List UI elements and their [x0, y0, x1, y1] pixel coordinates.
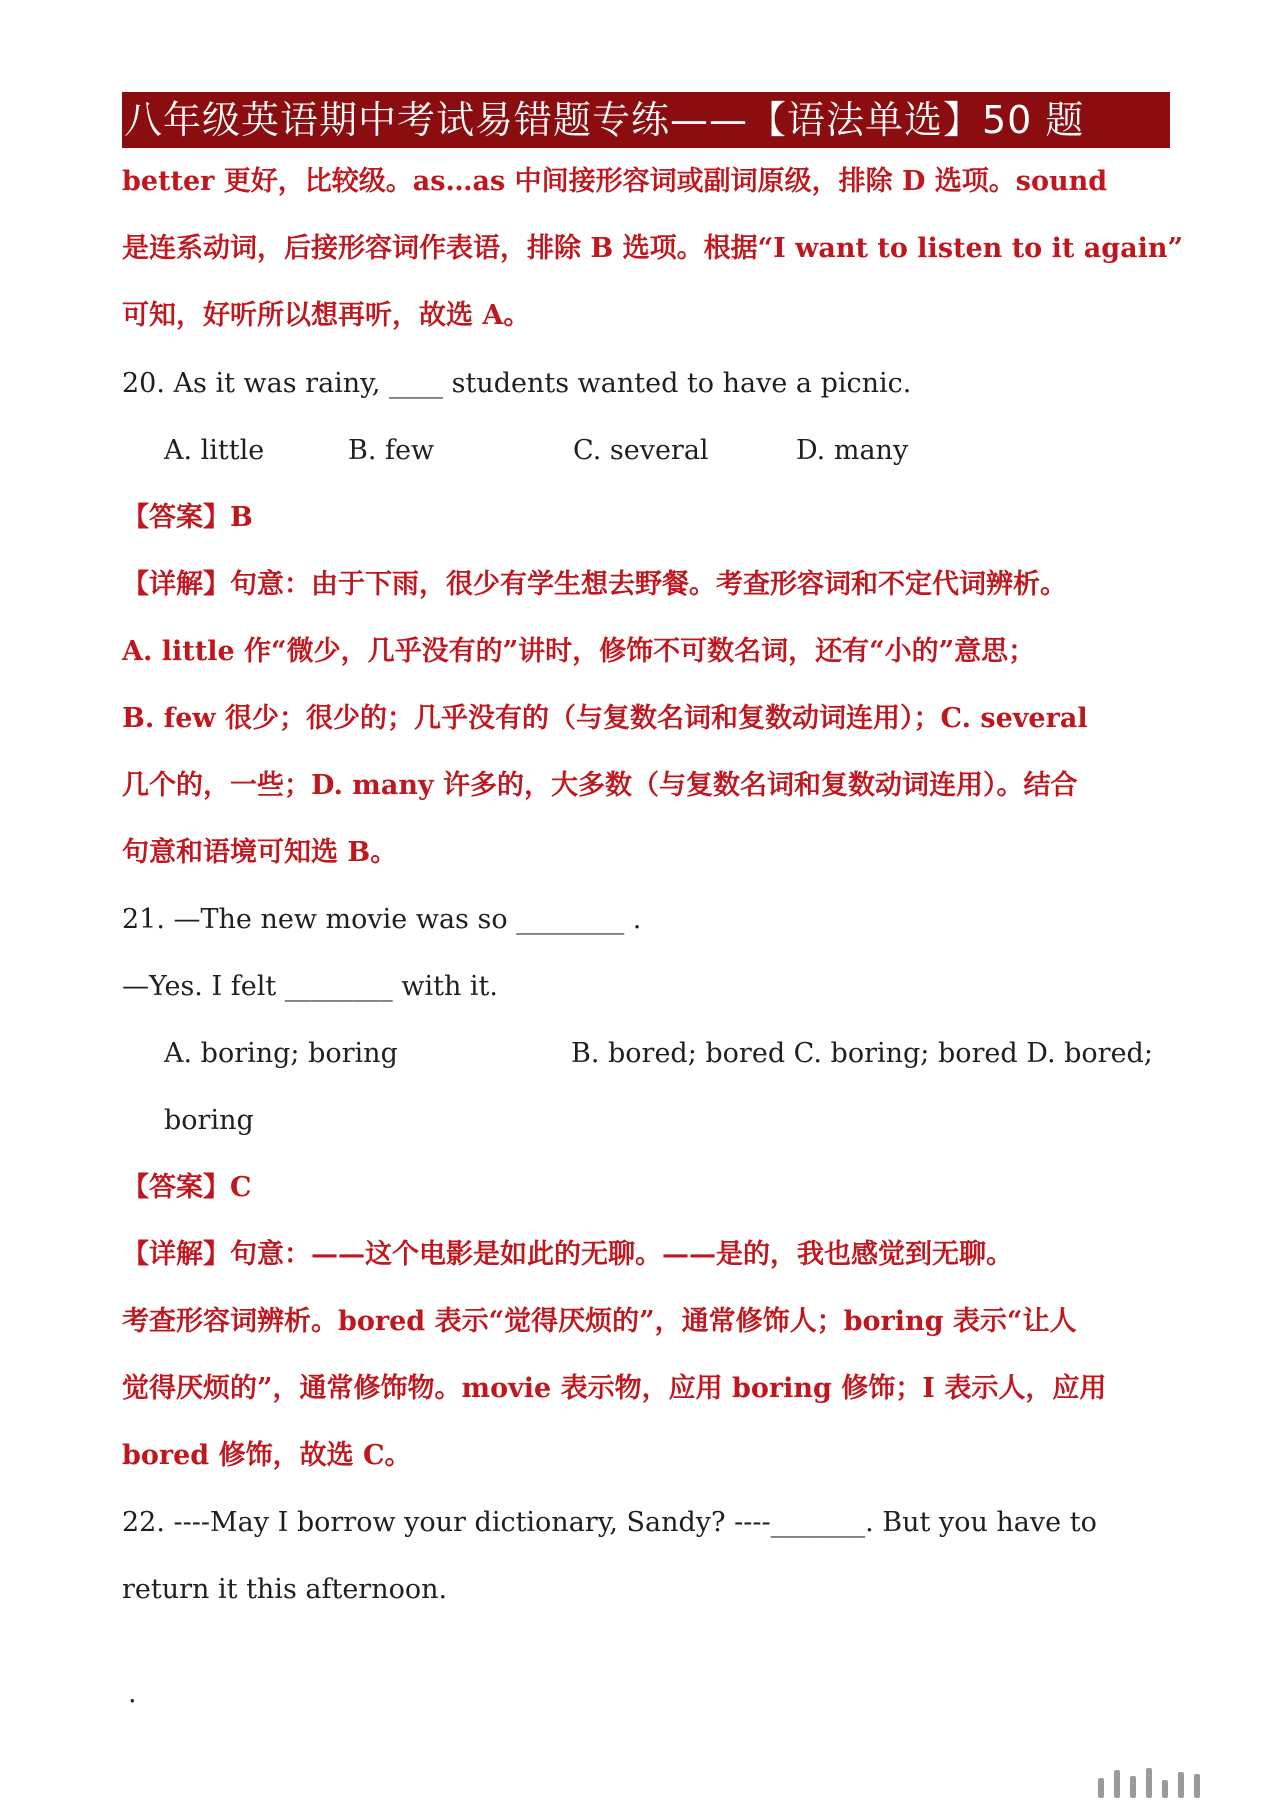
page-title-banner: 八年级英语期中考试易错题专练——【语法单选】50 题 — [122, 92, 1170, 148]
explanation-21: 考查形容词辨析。bored 表示“觉得厌烦的”，通常修饰人；boring 表示“让人 — [122, 1306, 1077, 1337]
question-22: 22. ----May I borrow your dictionary, Sandy? ----_______. But you have to — [122, 1507, 1097, 1538]
answer-21: 【答案】C — [122, 1172, 252, 1203]
answer-20: 【答案】B — [122, 502, 253, 533]
explanation-21: 觉得厌烦的”，通常修饰物。movie 表示物，应用 boring 修饰；I 表示人，应用 — [122, 1373, 1107, 1404]
q21-option-a: A. boring; boring — [164, 1038, 398, 1069]
q21-option-d-cont: boring — [164, 1105, 254, 1136]
explanation-21: bored 修饰，故选 C。 — [122, 1440, 412, 1471]
explanation-20: B. few 很少；很少的；几乎没有的（与复数名词和复数动词连用）；C. several — [122, 703, 1088, 734]
explanation-20: 几个的，一些；D. many 许多的，大多数（与复数名词和复数动词连用）。结合 — [122, 770, 1078, 801]
q20-option-b: B. few — [348, 435, 435, 466]
watermark-bars-icon — [1098, 1764, 1258, 1798]
question-21: 21. —The new movie was so ________ . — [122, 904, 642, 935]
q20-option-a: A. little — [164, 435, 265, 466]
question-20: 20. As it was rainy, ____ students wanted to have a picnic. — [122, 368, 912, 399]
explanation-20: 句意和语境可知选 B。 — [122, 837, 398, 868]
explanation-20: A. little 作“微少，几乎没有的”讲时，修饰不可数名词，还有“小的”意思； — [122, 636, 1036, 667]
trailing-dot: . — [128, 1678, 137, 1709]
question-22-cont: return it this afternoon. — [122, 1574, 448, 1605]
q20-option-c: C. several — [573, 435, 709, 466]
explanation-line: 可知，好听所以想再听，故选 A。 — [122, 300, 531, 331]
explanation-line: 是连系动词，后接形容词作表语，排除 B 选项。根据“I want to listen to it again” — [122, 233, 1183, 264]
question-21-reply: —Yes. I felt ________ with it. — [122, 971, 498, 1002]
q20-option-d: D. many — [796, 435, 909, 466]
q21-options-bcd: B. bored; bored C. boring; bored D. bored; — [571, 1038, 1153, 1069]
explanation-21: 【详解】句意：——这个电影是如此的无聊。——是的，我也感觉到无聊。 — [122, 1239, 1013, 1270]
explanation-20: 【详解】句意：由于下雨，很少有学生想去野餐。考查形容词和不定代词辨析。 — [122, 569, 1067, 600]
explanation-line: better 更好，比较级。as…as 中间接形容词或副词原级，排除 D 选项。sound — [122, 166, 1108, 197]
